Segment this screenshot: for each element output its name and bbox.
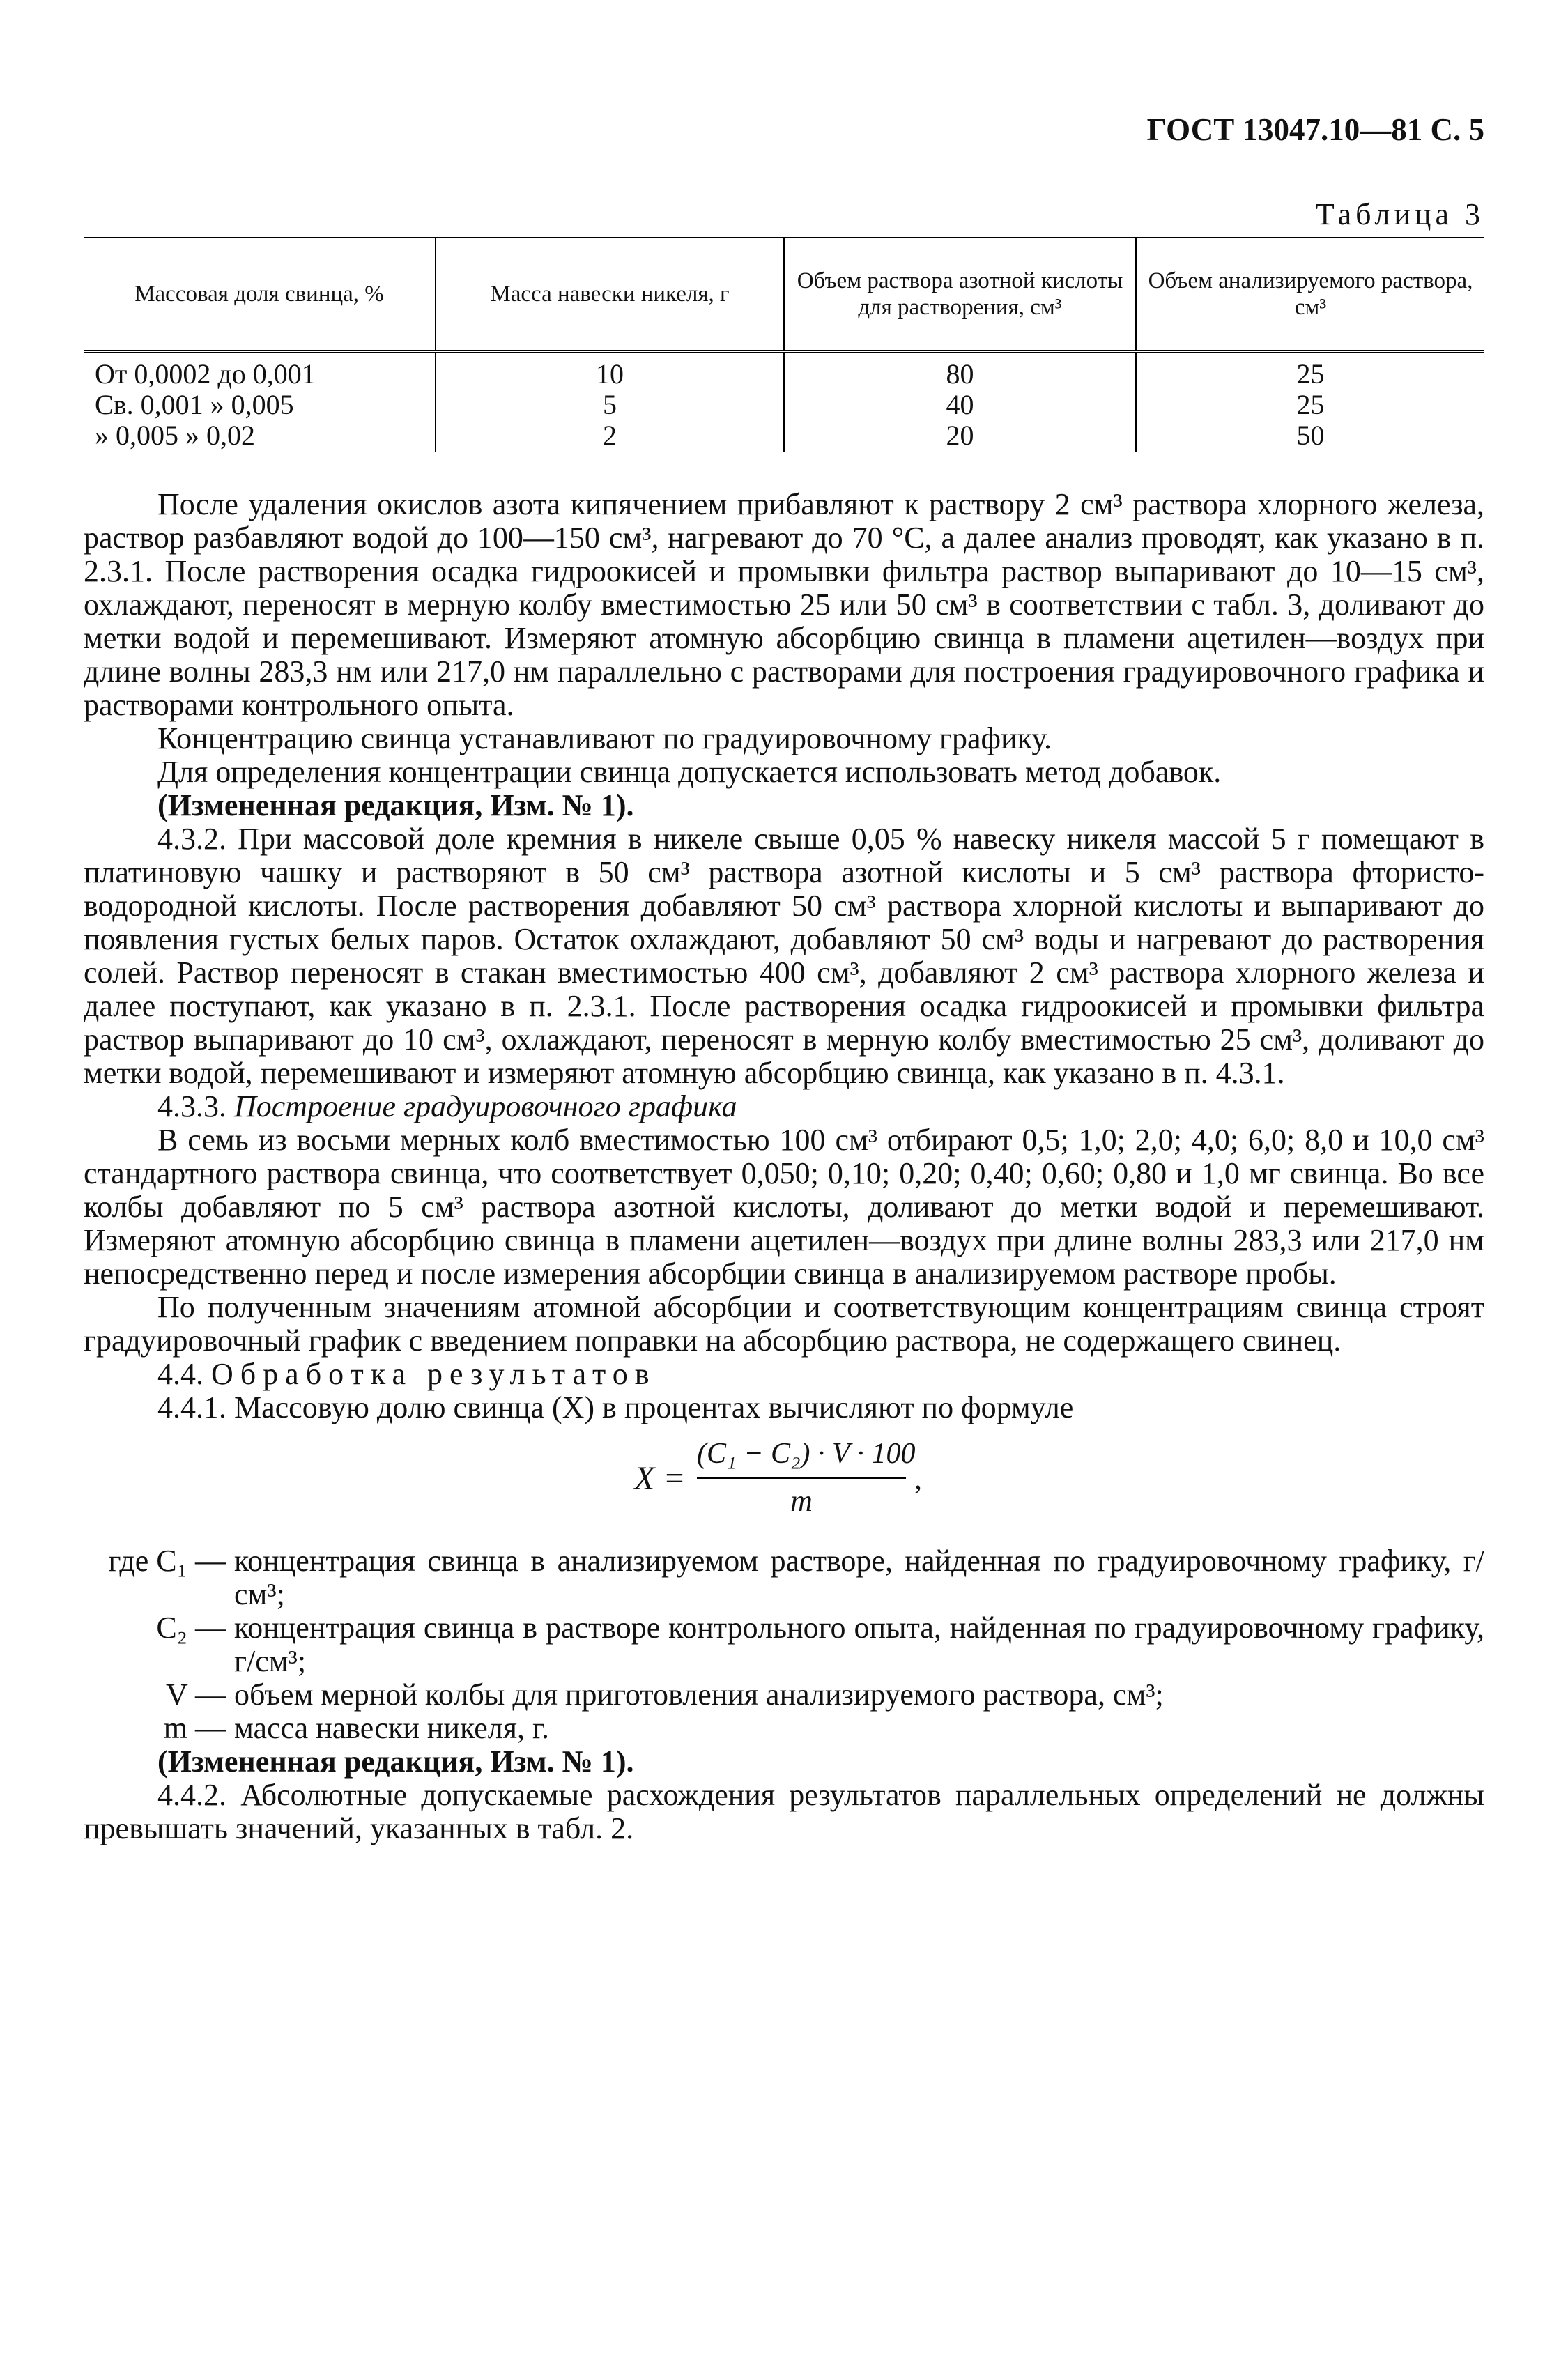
cell-value: 25 bbox=[1296, 358, 1325, 390]
table-cell bbox=[436, 352, 784, 453]
definition-text: концентрация свинца в анализируемом растворе, найденная по градуировочному графику, г/см³; bbox=[234, 1544, 1484, 1611]
definition-label: где C₁ — bbox=[108, 1544, 226, 1578]
variable-definitions bbox=[84, 1544, 1484, 1745]
section-title: Обработка результатов bbox=[211, 1357, 656, 1391]
paragraph: 4.3.2. При массовой доле кремния в никеле свыше 0,05 % навеску никеля массой 5 г помещают в платиновую чашку и растворяют в 50 см³ раствора азотной кислоты и 5 см³ раствора фтористо-водородной кислоты. После растворения добавляют 50 см³ раствора хлорной кислоты и выпаривают до появления густых белых паров. Остаток охлаждают, добавляют 50 см³ воды и нагревают до растворения солей. Раствор переносят в стакан вместимостью 400 см³, добавляют 2 см³ раствора хлорного железа и далее поступают, как указано в п. 2.3.1. После растворения осадка гидроокисей и промывки фильтра раствор выпаривают до 10 см³, охлаждают, переносят в мерную колбу вместимостью 25 см³, доливают до метки водой, перемешивают и измеряют атомную абсорбцию свинца, как указано в п. 4.3.1. bbox=[84, 822, 1484, 1090]
paragraph: Концентрацию свинца устанавливают по градуировочному графику. bbox=[157, 721, 1052, 755]
section-number: 4.4. bbox=[157, 1357, 203, 1391]
definition-text: объем мерной колбы для приготовления анализируемого раствора, см³; bbox=[234, 1677, 1164, 1712]
cell-value: 5 bbox=[603, 389, 617, 420]
column-header: Масса навески никеля, г bbox=[436, 238, 784, 352]
data-table bbox=[84, 237, 1484, 452]
amendment-note: (Измененная редакция, Изм. № 1). bbox=[157, 788, 634, 822]
cell-value: 10 bbox=[596, 358, 624, 390]
formula-denominator: m bbox=[790, 1484, 813, 1518]
table-cell bbox=[84, 352, 436, 453]
fraction-bar bbox=[697, 1477, 906, 1479]
cell-value: 2 bbox=[603, 420, 617, 451]
definition-label: C₂ — bbox=[156, 1611, 226, 1645]
cell-value: 80 bbox=[946, 358, 974, 390]
column-header: Объем анализируемого раствора, см³ bbox=[1136, 238, 1484, 352]
cell-value: 40 bbox=[946, 389, 974, 420]
formula-lhs: X = bbox=[634, 1460, 686, 1497]
section-heading bbox=[84, 1358, 1484, 1391]
paragraph: В семь из восьми мерных колб вместимостью 100 см³ отбирают 0,5; 1,0; 2,0; 4,0; 6,0; 8,0 и 10,0 см³ стандартного раствора свинца, что соответствует 0,050; 0,10; 0,20; 0,40; 0,60; 0,80 и 1,0 мг свинца. Во все колбы добавляют по 5 см³ раствора азотной кислоты, доливают до метки водой и перемешивают. Измеряют атомную абсорбцию свинца в пламени ацетилен—воздух при длине волны 283,3 или 217,0 нм непосредственно перед и после измерения абсорбции свинца в анализируемом растворе пробы. bbox=[84, 1123, 1484, 1291]
cell-value: От 0,0002 до 0,001 bbox=[95, 358, 316, 390]
formula-numerator: (C₁ − C₂) · V · 100 bbox=[697, 1438, 916, 1470]
document-body bbox=[84, 488, 1484, 1845]
table-header-row bbox=[84, 238, 1484, 352]
column-header: Массовая доля свинца, % bbox=[84, 238, 436, 352]
paragraph: 4.4.1. Массовую долю свинца (X) в процентах вычисляют по формуле bbox=[157, 1390, 1074, 1424]
cell-value: » 0,005 » 0,02 bbox=[95, 420, 255, 451]
section-number: 4.3.3. bbox=[157, 1089, 226, 1123]
definition-row bbox=[84, 1712, 1484, 1745]
definition-label: V — bbox=[166, 1677, 226, 1712]
paragraph: 4.4.2. Абсолютные допускаемые расхождения результатов параллельных определений не должны превышать значений, указанных в табл. 2. bbox=[84, 1778, 1484, 1845]
cell-value: 25 bbox=[1296, 389, 1325, 420]
cell-value: 50 bbox=[1296, 420, 1325, 451]
definition-row bbox=[84, 1544, 1484, 1611]
table-cell bbox=[784, 352, 1136, 453]
definition-row bbox=[84, 1611, 1484, 1678]
page-header: ГОСТ 13047.10—81 С. 5 bbox=[1146, 112, 1484, 147]
formula-comma: , bbox=[914, 1461, 922, 1496]
table-caption: Таблица 3 bbox=[1315, 197, 1484, 231]
section-heading bbox=[84, 1090, 1484, 1123]
paragraph: После удаления окислов азота кипячением прибавляют к раствору 2 см³ раствора хлорного железа, раствор разбавляют водой до 100—150 см³, нагревают до 70 °С, а далее анализ проводят, как указано в п. 2.3.1. После растворения осадка гидроокисей и промывки фильтра раствор выпаривают до 10—15 см³, охлаждают, переносят в мерную колбу вместимостью 25 или 50 см³ в соответствии с табл. 3, доливают до метки водой и перемешивают. Измеряют атомную абсорбцию свинца в пламени ацетилен—воздух при длине волны 283,3 нм или 217,0 нм параллельно с растворами для построения градуировочного графика и растворами контрольного опыта. bbox=[84, 487, 1484, 722]
definition-text: масса навески никеля, г. bbox=[234, 1711, 550, 1745]
paragraph: Для определения концентрации свинца допускается использовать метод добавок. bbox=[157, 755, 1222, 789]
cell-value: Св. 0,001 » 0,005 bbox=[95, 389, 294, 420]
column-header: Объем раствора азотной кислоты для растворения, см³ bbox=[784, 238, 1136, 352]
definition-row bbox=[84, 1678, 1484, 1712]
cell-value: 20 bbox=[946, 420, 974, 451]
amendment-note: (Измененная редакция, Изм. № 1). bbox=[157, 1744, 634, 1779]
section-title: Построение градуировочного графика bbox=[234, 1089, 737, 1123]
paragraph: По полученным значениям атомной абсорбции и соответствующим концентрациям свинца строят градуировочный график с введением поправки на абсорбцию раствора, не содержащего свинец. bbox=[84, 1290, 1484, 1358]
definition-label: m — bbox=[163, 1711, 226, 1745]
definition-text: концентрация свинца в растворе контрольного опыта, найденная по градуировочному графику, г/см³; bbox=[234, 1611, 1484, 1678]
table-row bbox=[84, 352, 1484, 453]
table-cell bbox=[1136, 352, 1484, 453]
formula bbox=[84, 1430, 1484, 1535]
